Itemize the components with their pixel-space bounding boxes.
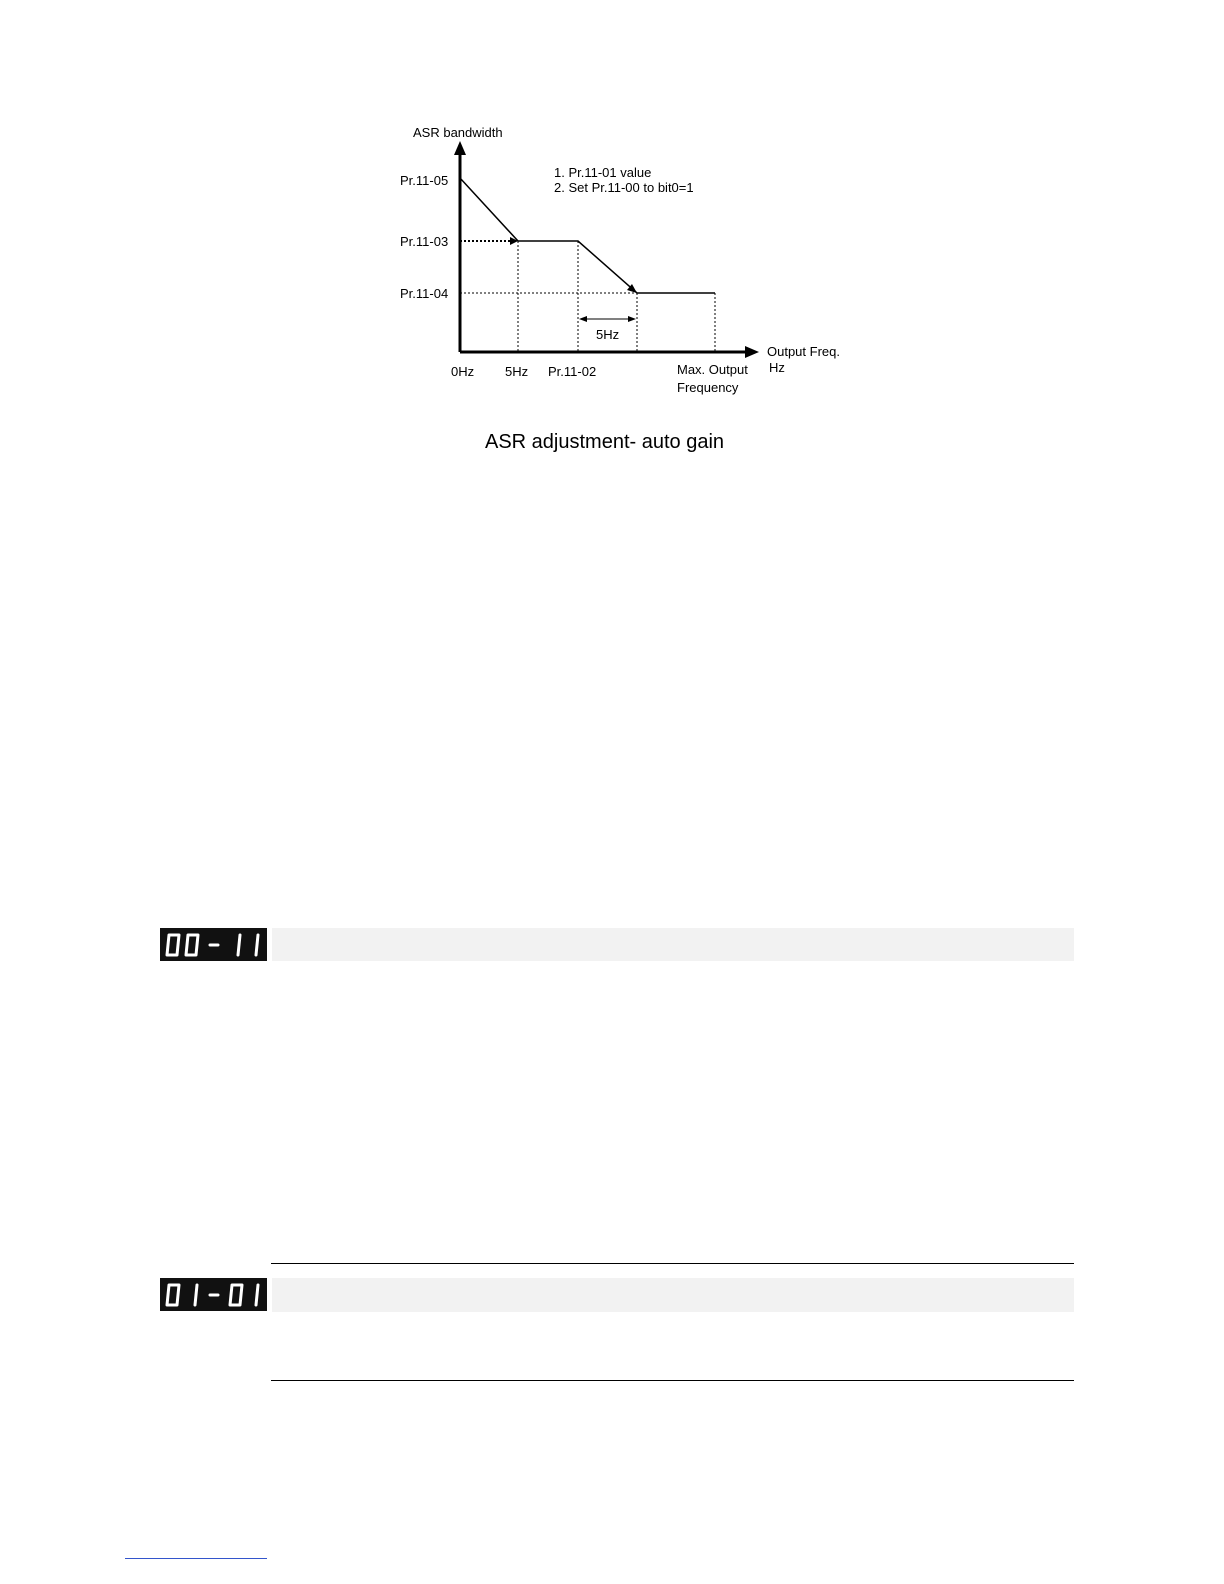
x-axis-title-line1: Output Freq.: [767, 344, 840, 359]
y-label-pr-11-04: Pr.11-04: [400, 286, 449, 301]
span-arrow-right: [628, 316, 636, 322]
x-label-5hz: 5Hz: [505, 364, 529, 379]
note-line-2: 2. Set Pr.11-00 to bit0=1: [554, 180, 694, 195]
note-line-1: 1. Pr.11-01 value: [554, 165, 652, 180]
x-label-0hz: 0Hz: [451, 364, 475, 379]
asr-auto-gain-diagram: [0, 0, 1224, 470]
x-label-max-line1: Max. Output: [677, 362, 748, 377]
param-code-00-11: [160, 928, 267, 961]
x-label-pr-11-02: Pr.11-02: [548, 364, 597, 379]
diagram-caption: ASR adjustment- auto gain: [485, 431, 725, 453]
y-axis-arrow: [454, 141, 466, 155]
span-label: 5Hz: [596, 327, 620, 342]
span-arrow-left: [579, 316, 587, 322]
footer-link-underline[interactable]: [125, 1558, 267, 1559]
pr-11-03-arrowhead: [510, 237, 518, 245]
y-axis-title: ASR bandwidth: [413, 125, 503, 140]
bandwidth-curve: [460, 178, 715, 293]
x-label-max-line2: Frequency: [677, 380, 739, 395]
section-rule-bottom: [271, 1380, 1074, 1381]
section-rule-top: [271, 1263, 1074, 1264]
param-header-bar-01-01: [272, 1278, 1074, 1312]
x-axis-title-line2: Hz: [769, 360, 785, 375]
seven-segment-00-11: [160, 928, 267, 961]
guide-lines: [460, 241, 715, 352]
y-label-pr-11-03: Pr.11-03: [400, 234, 449, 249]
param-code-01-01: [160, 1278, 267, 1311]
seven-segment-01-01: [160, 1278, 267, 1311]
x-axis-arrow: [745, 346, 759, 358]
y-label-pr-11-05: Pr.11-05: [400, 173, 449, 188]
param-header-bar-00-11: [272, 928, 1074, 961]
